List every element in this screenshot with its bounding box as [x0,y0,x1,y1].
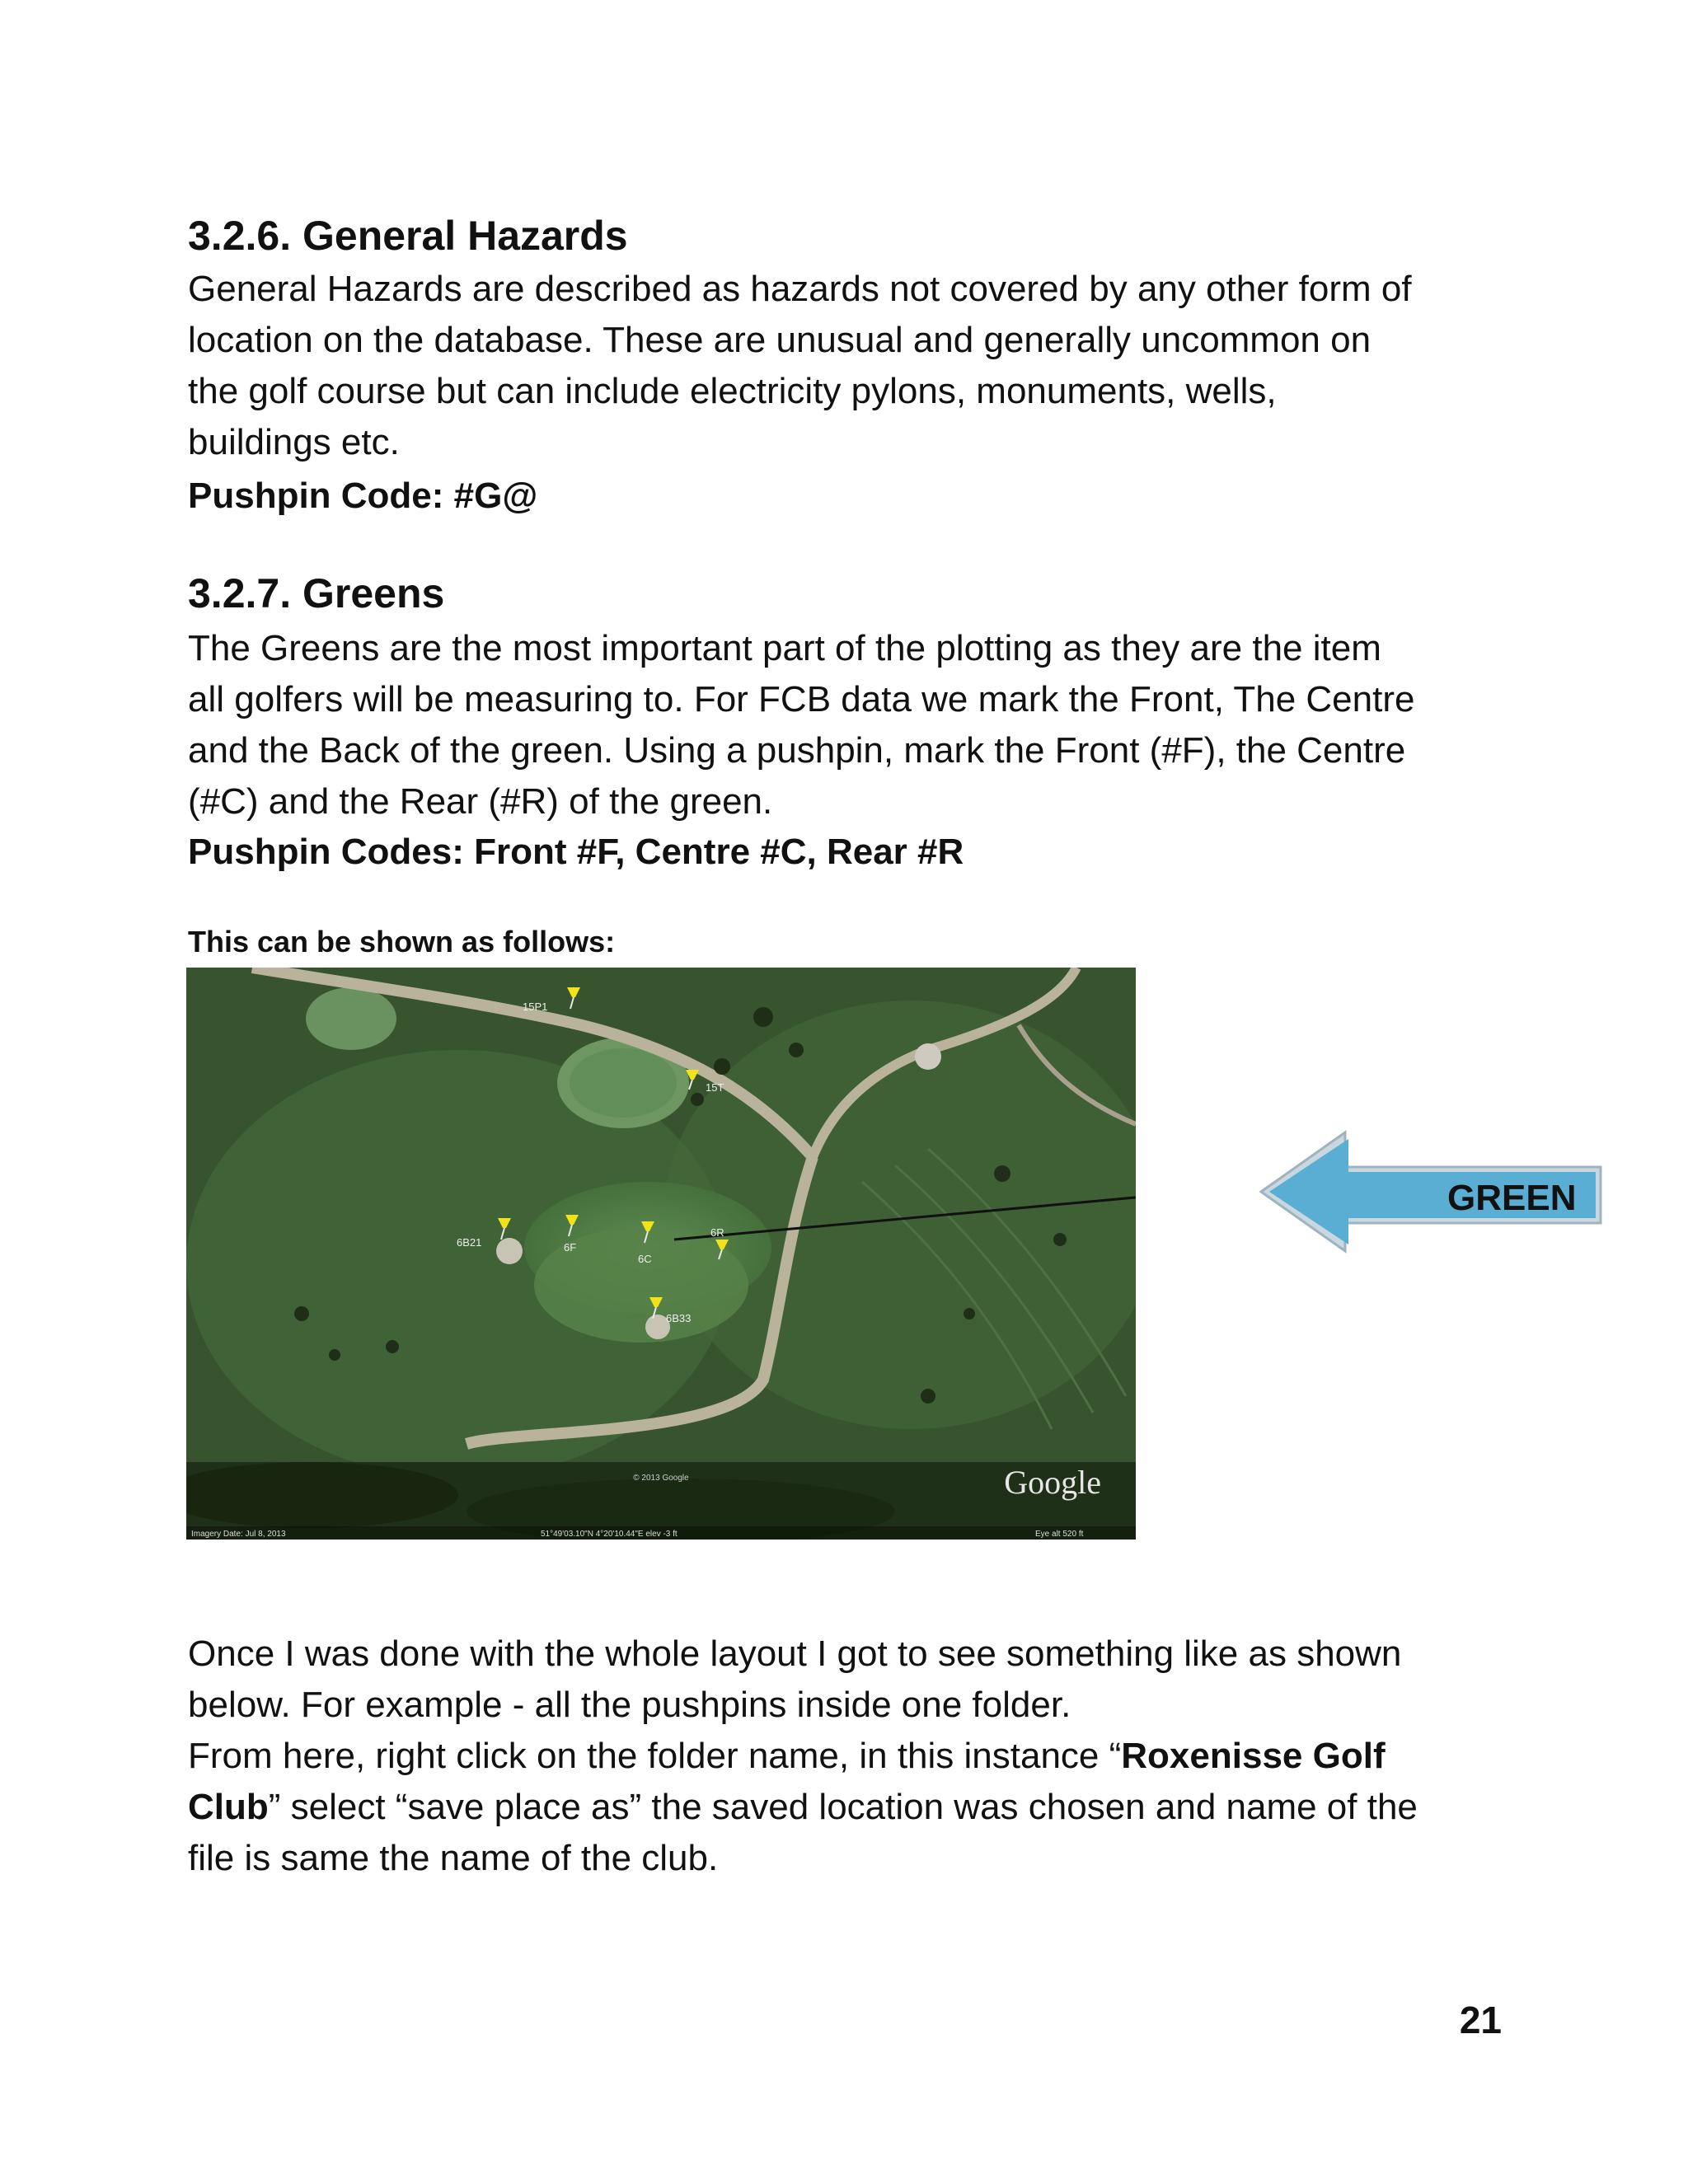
paragraph-line: General Hazards are described as hazards not covered by any other form of [188,269,1412,309]
pin-label: 6B21 [457,1236,482,1249]
pin-label: 6R [710,1226,724,1239]
map-coordinates: 51°49'03.10"N 4°20'10.44"E elev -3 ft [541,1530,678,1539]
map-copyright: © 2013 Google [633,1474,689,1483]
general-hazards-paragraph [188,264,1523,468]
club-name-bold: Roxenisse Golf [1121,1736,1386,1776]
google-watermark: Google [1004,1464,1101,1501]
eye-altitude: Eye alt 520 ft [1035,1530,1084,1539]
paragraph-line: Once I was done with the whole layout I got to see something like as shown [188,1633,1402,1674]
paragraph-line: The Greens are the most important part of the plotting as they are the item [188,628,1381,668]
text-segment: ” select “save place as” the saved location was chosen and name of the [268,1787,1418,1827]
imagery-date: Imagery Date: Jul 8, 2013 [191,1530,286,1539]
pin-label: 6B33 [666,1312,692,1324]
section-heading-general-hazards: 3.2.6. General Hazards [188,213,628,259]
paragraph-line: buildings etc. [188,422,400,462]
paragraph-line: (#C) and the Rear (#R) of the green. [188,781,773,822]
pin-label: 6F [564,1241,577,1254]
paragraph-line: the golf course but can include electricity pylons, monuments, wells, [188,371,1277,411]
pin-label: 6C [638,1253,652,1265]
callout-label: GREEN [1447,1178,1577,1218]
paragraph-line: and the Back of the green. Using a pushpin, mark the Front (#F), the Centre [188,730,1406,771]
paragraph-line [188,1782,1523,1833]
paragraph-line [188,1731,1523,1782]
greens-paragraph [188,623,1523,827]
pin-label: 15T [706,1081,724,1094]
paragraph-line: all golfers will be measuring to. For FCB data we mark the Front, The Centre [188,679,1415,719]
pushpin-code-general-hazards: Pushpin Code: #G@ [188,476,538,516]
green-callout-arrow [1256,1126,1602,1258]
aerial-map [186,968,1136,1540]
figure-caption: This can be shown as follows: [188,925,616,958]
paragraph-line: location on the database. These are unusual and generally uncommon on [188,320,1372,360]
paragraph-line: file is same the name of the club. [188,1838,719,1878]
page-number: 21 [1459,1999,1502,2041]
closing-paragraph [188,1629,1523,1884]
paragraph-line: below. For example - all the pushpins inside one folder. [188,1685,1071,1725]
pushpin-codes-greens: Pushpin Codes: Front #F, Centre #C, Rear #R [188,832,964,872]
pin-label: 15P1 [523,1001,548,1013]
text-segment: From here, right click on the folder name, in this instance “ [188,1736,1122,1776]
aerial-golf-course-image [186,968,1136,1540]
club-name-bold: Club [188,1787,269,1827]
section-heading-greens: 3.2.7. Greens [188,570,445,616]
